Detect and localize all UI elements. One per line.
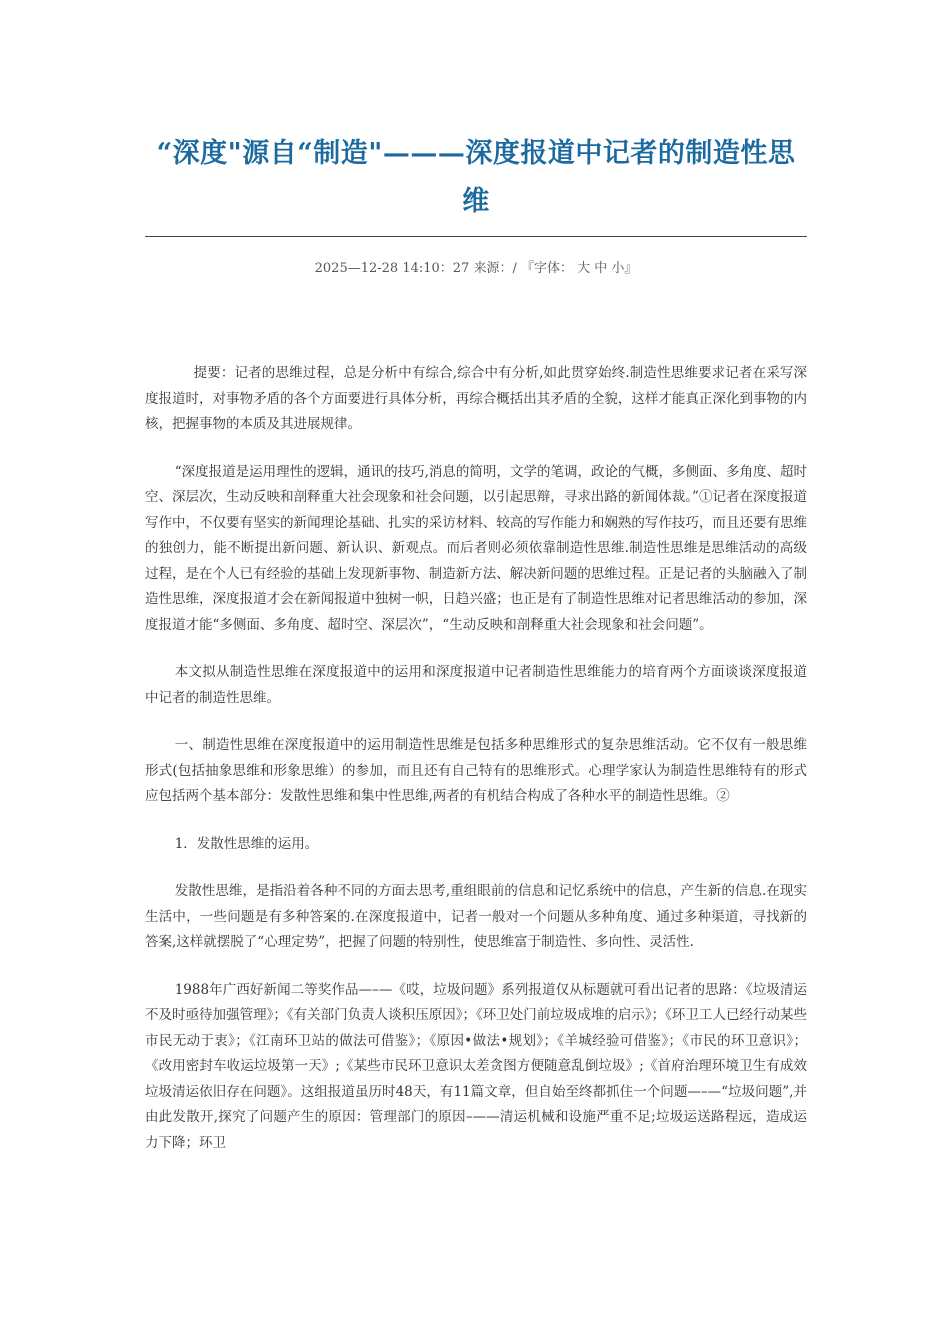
article-body: [145, 361, 807, 1156]
article-paragraph: 发散性思维，是指沿着各种不同的方面去思考,重组眼前的信息和记忆系统中的信息，产生新的信息.在现实生活中，一些问题是有多种答案的.在深度报道中，记者一般对一个问题从多种角度、通过多种渠道，寻找新的答案,这样就摆脱了“心理定势”，把握了问题的特别性，使思维富于制造性、多向性、灵活性.: [145, 883, 807, 950]
article-paragraph: “深度报道是运用理性的逻辑，通讯的技巧,消息的简明，文学的笔调，政论的气概，多侧面、多角度、超时空、深层次，生动反映和剖释重大社会现象和社会问题，以引起思辩，寻求出路的新闻体裁。”①记者在深度报道写作中，不仅要有坚实的新闻理论基础、扎实的采访材料、较高的写作能力和娴熟的写作技巧，而且还要有思维的独创力，能不断提出新问题、新认识、新观点。而后者则必须依靠制造性思维.制造性思维是思维活动的高级过程，是在个人已有经验的基础上发现新事物、制造新方法、解决新问题的思维过程。正是记者的头脑融入了制造性思维，深度报道才会在新闻报道中独树一帜，日趋兴盛；也正是有了制造性思维对记者思维活动的参加，深度报道才能“多侧面、多角度、超时空、深层次”，“生动反映和剖释重大社会现象和社会问题”。: [145, 463, 807, 633]
article-paragraph: 提要：记者的思维过程，总是分析中有综合,综合中有分析,如此贯穿始终.制造性思维要求记者在采写深度报道时，对事物矛盾的各个方面要进行具体分析，再综合概括出其矛盾的全貌，这样才能真正深化到事物的内核，把握事物的本质及其进展规律。: [145, 365, 807, 432]
title-divider: [145, 236, 807, 237]
article-paragraph: 1988年广西好新闻二等奖作品—–—《哎，垃圾问题》系列报道仅从标题就可看出记者的思路：《垃圾清运不及时亟待加强管理》；《有关部门负责人谈积压原因》；《环卫处门前垃圾成堆的启示》；《环卫工人已经行动某些市民无动于衷》；《江南环卫站的做法可借鉴》；《原因•做法•规划》；《羊城经验可借鉴》；《市民的环卫意识》；《改用密封车收运垃圾第一天》;《某些市民环卫意识太差贪图方便随意乱倒垃圾》;《首府治理环境卫生有成效垃圾清运依旧存在问题》。这组报道虽历时48天，有11篇文章，但自始至终都抓住一个问题—–—“垃圾问题”,并由此发散开,探究了问题产生的原因：管理部门的原因–——清运机械和设施严重不足;垃圾运送路程远，造成运力下降；环卫: [145, 981, 807, 1151]
article-paragraph: 1．发散性思维的运用。: [174, 835, 319, 852]
article-title: “深度"源自“制造"———深度报道中记者的制造性思维: [156, 138, 796, 217]
article-meta: 2025—12-28 14:10：27 来源：/ 『字体： 大 中 小』: [314, 261, 638, 276]
article-paragraph: 本文拟从制造性思维在深度报道中的运用和深度报道中记者制造性思维能力的培育两个方面谈谈深度报道中记者的制造性思维。: [145, 664, 807, 706]
article: [145, 0, 807, 1178]
article-paragraph: 一、制造性思维在深度报道中的运用制造性思维是包括多种思维形式的复杂思维活动。它不仅有一般思维形式(包括抽象思维和形象思维）的参加，而且还有自己特有的思维形式。心理学家认为制造性思维特有的形式应包括两个基本部分：发散性思维和集中性思维,两者的有机结合构成了各种水平的制造性思维。②: [145, 737, 807, 804]
